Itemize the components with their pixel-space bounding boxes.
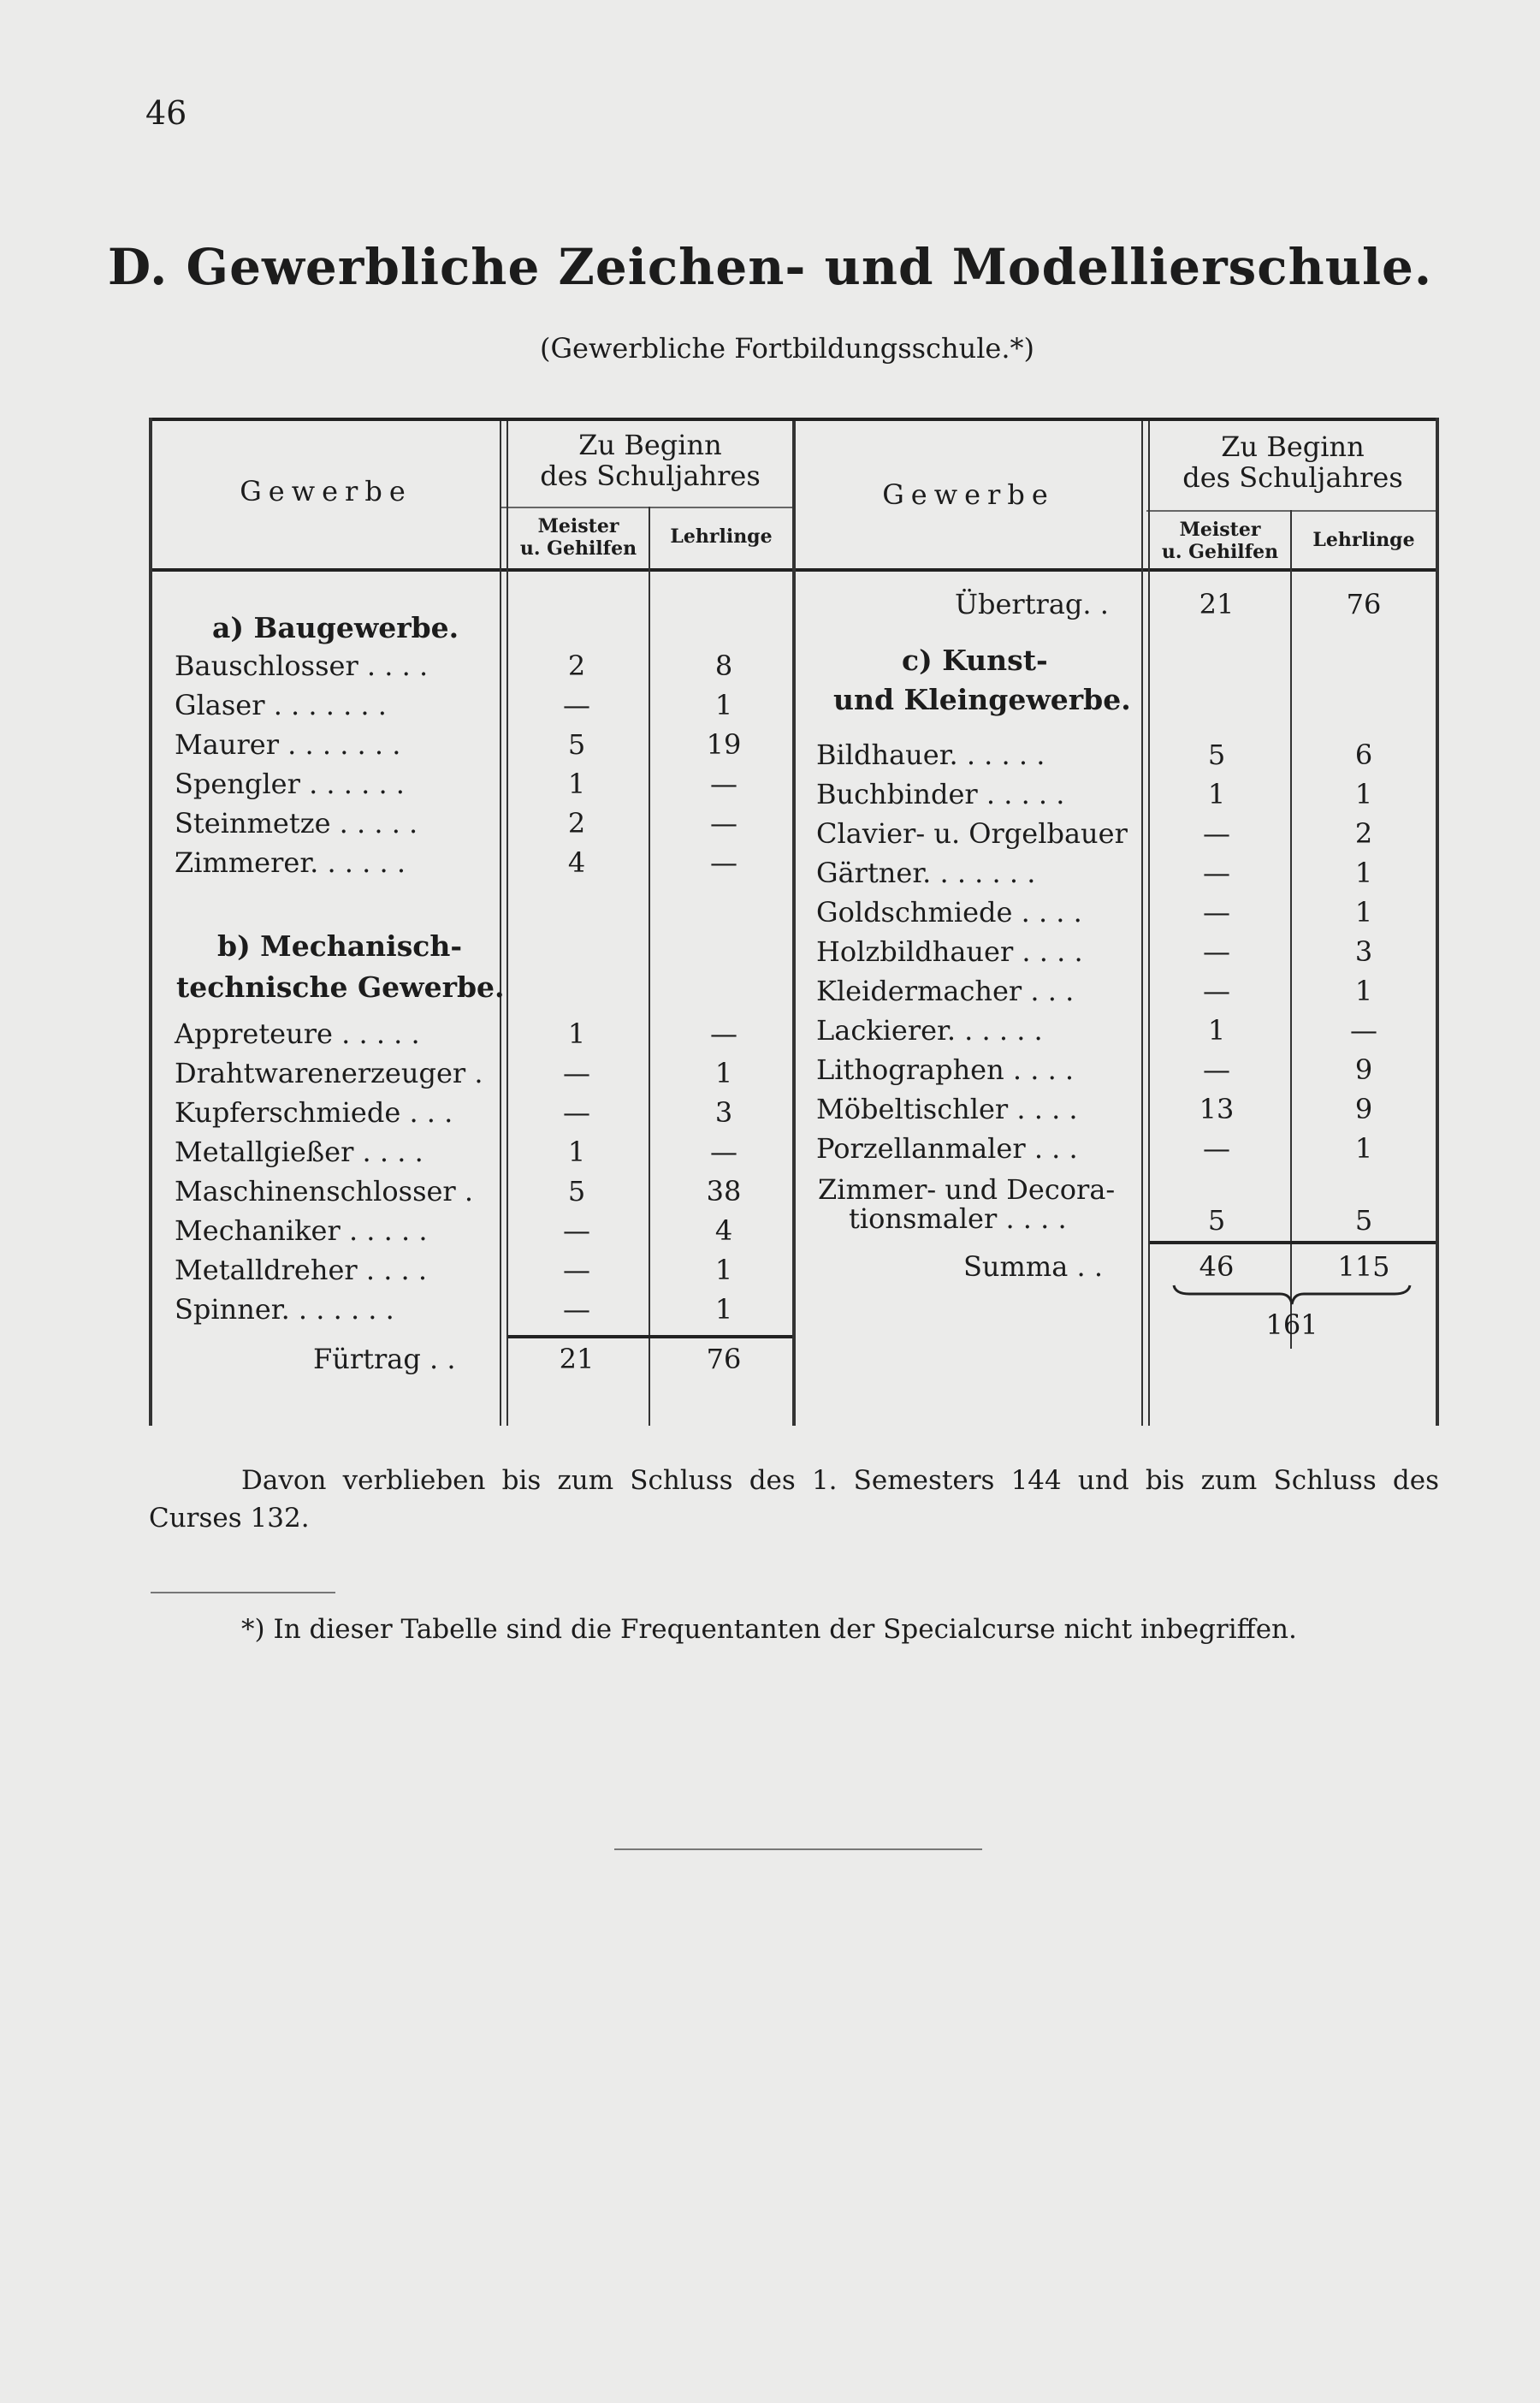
subheader-rule-left <box>501 507 794 508</box>
fuertrag-label: Fürtrag . . <box>313 1343 456 1375</box>
row-meister-count: — <box>1203 1132 1230 1165</box>
footnote-separator <box>151 1592 335 1593</box>
row-lehrlinge-count: 1 <box>1354 1132 1373 1165</box>
end-rule <box>614 1848 982 1850</box>
row-trade-name: Metallgießer . . . . <box>175 1136 424 1168</box>
total-value: 161 <box>1265 1308 1318 1341</box>
row-meister-count: — <box>563 1214 590 1247</box>
row-meister-count: — <box>1203 896 1230 929</box>
row-lehrlinge-count: 8 <box>714 650 733 682</box>
last-row-name-1: Zimmer- und Decora- <box>818 1173 1116 1206</box>
row-trade-name: Bildhauer. . . . . . <box>816 739 1045 771</box>
row-lehrlinge-count: 1 <box>1354 975 1373 1007</box>
row-meister-count: — <box>1203 1053 1230 1086</box>
row-trade-name: Glaser . . . . . . . <box>175 689 387 721</box>
row-meister-count: 1 <box>567 1018 586 1050</box>
row-trade-name: Holzbildhauer . . . . <box>816 935 1083 968</box>
row-trade-name: Clavier- u. Orgelbauer <box>816 817 1128 850</box>
row-lehrlinge-count: 1 <box>1354 896 1373 929</box>
header-gewerbe-right: Gewerbe <box>882 478 1055 511</box>
row-lehrlinge-count: 1 <box>714 1254 733 1286</box>
header-gewerbe-left: Gewerbe <box>240 475 412 507</box>
summa-lehrlinge: 115 <box>1337 1250 1390 1283</box>
row-trade-name: Steinmetze . . . . . <box>175 807 418 840</box>
header-meister-left-1: Meister <box>537 515 619 537</box>
header-zu-beginn-right-2: des Schuljahres <box>1182 461 1403 494</box>
col-divider-right-name-2 <box>1148 421 1150 1426</box>
row-meister-count: 1 <box>567 768 586 800</box>
row-meister-count: — <box>563 1293 590 1326</box>
row-lehrlinge-count: 38 <box>706 1175 742 1207</box>
fuertrag-rule <box>508 1335 792 1338</box>
row-lehrlinge-count: 19 <box>706 728 742 761</box>
row-trade-name: Metalldreher . . . . <box>175 1254 428 1286</box>
header-lehrlinge-right: Lehrlinge <box>1312 529 1415 551</box>
row-meister-count: 4 <box>567 846 586 879</box>
row-meister-count: 13 <box>1199 1093 1235 1125</box>
row-meister-count: 1 <box>567 1136 586 1168</box>
row-lehrlinge-count: 3 <box>1354 935 1373 968</box>
last-row-meister: 5 <box>1207 1204 1226 1237</box>
row-meister-count: — <box>563 689 590 721</box>
row-meister-count: 1 <box>1207 778 1226 810</box>
row-meister-count: — <box>563 1254 590 1286</box>
col-divider-center <box>792 421 796 1426</box>
last-row-lehrlinge: 5 <box>1354 1204 1373 1237</box>
col-divider-left-name <box>500 421 501 1426</box>
row-meister-count: — <box>1203 817 1230 850</box>
row-meister-count: 5 <box>1207 739 1226 771</box>
col-divider-right-name <box>1141 421 1143 1426</box>
section-b-heading-1: b) Mechanisch- <box>217 929 463 963</box>
row-lehrlinge-count: 9 <box>1354 1053 1373 1086</box>
row-trade-name: Porzellanmaler . . . <box>816 1132 1078 1165</box>
row-meister-count: 5 <box>567 728 586 761</box>
note-line-1: Davon verblieben bis zum Schluss des 1. Semesters 144 und bis zum Schluss des <box>241 1465 1439 1496</box>
row-trade-name: Goldschmiede . . . . <box>816 896 1082 929</box>
row-lehrlinge-count: — <box>710 1136 737 1168</box>
uebertrag-lehrlinge: 76 <box>1346 588 1382 620</box>
header-meister-right-1: Meister <box>1179 519 1261 541</box>
header-zu-beginn-left-2: des Schuljahres <box>540 460 761 492</box>
row-meister-count: — <box>1203 857 1230 889</box>
row-lehrlinge-count: 9 <box>1354 1093 1373 1125</box>
row-trade-name: Spinner. . . . . . . <box>175 1293 394 1326</box>
row-trade-name: Maurer . . . . . . . <box>175 728 401 761</box>
row-lehrlinge-count: 1 <box>1354 778 1373 810</box>
page-title: D. Gewerbliche Zeichen- und Modellierschule. <box>107 238 1433 296</box>
footnote: *) In dieser Tabelle sind die Frequentanten der Specialcurse nicht inbegriffen. <box>241 1614 1297 1645</box>
section-b-heading-2: technische Gewerbe. <box>176 970 505 1004</box>
row-meister-count: 2 <box>567 807 586 840</box>
page-number: 46 <box>145 94 187 132</box>
row-meister-count: — <box>563 1057 590 1089</box>
row-trade-name: Kleidermacher . . . <box>816 975 1075 1007</box>
row-meister-count: — <box>563 1096 590 1129</box>
row-lehrlinge-count: — <box>710 807 737 840</box>
note-line-2: Curses 132. <box>149 1503 310 1534</box>
header-zu-beginn-left-1: Zu Beginn <box>578 429 722 461</box>
summa-rule <box>1150 1241 1436 1244</box>
row-trade-name: Maschinenschlosser . <box>175 1175 474 1207</box>
row-lehrlinge-count: — <box>1350 1014 1377 1047</box>
header-meister-left-2: u. Gehilfen <box>519 537 637 560</box>
row-lehrlinge-count: 1 <box>714 1293 733 1326</box>
last-row-name-2: tionsmaler . . . . <box>849 1202 1067 1235</box>
row-trade-name: Appreteure . . . . . <box>175 1018 420 1050</box>
col-divider-right-numbers <box>1290 510 1292 1349</box>
row-lehrlinge-count: 2 <box>1354 817 1373 850</box>
fuertrag-meister: 21 <box>559 1343 595 1375</box>
row-meister-count: 1 <box>1207 1014 1226 1047</box>
row-lehrlinge-count: 4 <box>714 1214 733 1247</box>
section-c-heading-2: und Kleingewerbe. <box>833 683 1131 716</box>
summa-meister: 46 <box>1199 1250 1235 1283</box>
row-lehrlinge-count: 1 <box>714 1057 733 1089</box>
col-divider-left-name-2 <box>506 421 508 1426</box>
fuertrag-lehrlinge: 76 <box>706 1343 742 1375</box>
row-trade-name: Kupferschmiede . . . <box>175 1096 453 1129</box>
row-lehrlinge-count: 1 <box>1354 857 1373 889</box>
row-trade-name: Drahtwarenerzeuger . <box>175 1057 483 1089</box>
row-lehrlinge-count: — <box>710 846 737 879</box>
row-trade-name: Möbeltischler . . . . <box>816 1093 1078 1125</box>
row-meister-count: 2 <box>567 650 586 682</box>
row-meister-count: — <box>1203 935 1230 968</box>
uebertrag-meister: 21 <box>1199 588 1235 620</box>
header-meister-right-2: u. Gehilfen <box>1161 541 1279 563</box>
row-trade-name: Lackierer. . . . . . <box>816 1014 1043 1047</box>
summa-label: Summa . . <box>963 1250 1103 1283</box>
header-lehrlinge-left: Lehrlinge <box>670 525 773 548</box>
page-subtitle: (Gewerbliche Fortbildungsschule.*) <box>539 332 1035 365</box>
header-zu-beginn-right-1: Zu Beginn <box>1221 430 1365 463</box>
row-lehrlinge-count: 1 <box>714 689 733 721</box>
row-lehrlinge-count: 3 <box>714 1096 733 1129</box>
row-trade-name: Zimmerer. . . . . . <box>175 846 406 879</box>
table-right-border <box>1436 418 1439 1426</box>
row-trade-name: Spengler . . . . . . <box>175 768 405 800</box>
row-trade-name: Bauschlosser . . . . <box>175 650 429 682</box>
row-lehrlinge-count: — <box>710 1018 737 1050</box>
row-trade-name: Lithographen . . . . <box>816 1053 1075 1086</box>
col-divider-left-numbers <box>649 507 650 1426</box>
table-left-border <box>149 418 152 1426</box>
total-brace <box>1172 1284 1412 1309</box>
section-a-heading: a) Baugewerbe. <box>212 611 459 644</box>
row-trade-name: Gärtner. . . . . . . <box>816 857 1036 889</box>
section-c-heading-1: c) Kunst- <box>902 644 1048 677</box>
row-lehrlinge-count: — <box>710 768 737 800</box>
subheader-rule-right <box>1146 510 1439 512</box>
row-trade-name: Mechaniker . . . . . <box>175 1214 428 1247</box>
statistics-table <box>149 418 1439 1426</box>
row-meister-count: 5 <box>567 1175 586 1207</box>
row-trade-name: Buchbinder . . . . . <box>816 778 1065 810</box>
row-meister-count: — <box>1203 975 1230 1007</box>
uebertrag-label: Übertrag. . <box>955 588 1109 620</box>
row-lehrlinge-count: 6 <box>1354 739 1373 771</box>
